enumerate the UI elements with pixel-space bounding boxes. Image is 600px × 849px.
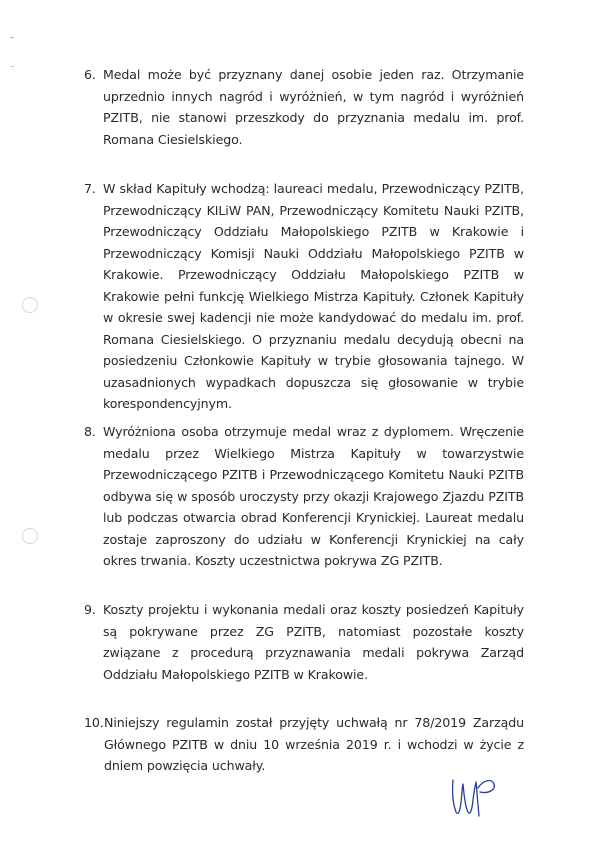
item-text: Medal może być przyznany danej osobie jeden raz. Otrzymanie uprzednio innych nagród i wyróżnień, w tym nagród i wyróżnień PZITB, nie stanowi przeszkody do przyznania medalu im. prof. Romana Ciesielskiego. [103,67,524,147]
scan-speck [11,66,14,67]
punch-hole-mark [22,297,38,313]
list-item-7 [84,178,524,415]
item-text: Koszty projektu i wykonania medali oraz koszty posiedzeń Kapituły są pokrywane przez ZG PZITB, natomiast pozostałe koszty związane z procedurą przyznawania medali pokrywa Zarząd Oddziału Małopolskiego PZITB w Krakowie. [103,602,524,682]
item-number: 8. [84,424,96,439]
item-number: 10. [84,715,104,730]
item-text: Niniejszy regulamin został przyjęty uchwałą nr 78/2019 Zarządu Głównego PZITB w dniu 10 września 2019 r. i wchodzi w życie z dniem powzięcia uchwały. [104,715,524,773]
punch-hole-mark [22,528,38,544]
item-text: W skład Kapituły wchodzą: laureaci medalu, Przewodniczący PZITB, Przewodniczący KILiW PAN, Przewodniczący Komitetu Nauki PZITB, Przewodniczący Oddziału Małopolskiego PZITB w Krakowie i Przewodniczący Komisji Nauki Oddziału Małopolskiego PZITB w Krakowie. Przewodniczący Oddziału Małopolskiego PZITB w Krakowie pełni funkcję Wielkiego Mistrza Kapituły. Członek Kapituły w okresie swej kadencji nie może kandydować do medalu im. prof. Romana Ciesielskiego. O przyznaniu medalu decydują obecni na posiedzeniu Członkowie Kapituły w trybie głosowania tajnego. W uzasadnionych wypadkach dopuszcza się głosowanie w trybie korespondencyjnym. [103,181,524,411]
list-item-10 [84,712,524,777]
list-item-8 [84,421,524,572]
item-number: 7. [84,181,96,196]
item-text: Wyróżniona osoba otrzymuje medal wraz z dyplomem. Wręczenie medalu przez Wielkiego Mistrza Kapituły w towarzystwie Przewodniczącego PZITB i Przewodniczącego Komitetu Nauki PZITB odbywa się w sposób uroczysty przy okazji Krajowego Zjazdu PZITB lub podczas otwarcia obrad Konferencji Krynickiej. Laureat medalu zostaje zaproszony do udziału w Konferencji Krynickiej na cały okres trwania. Koszty uczestnictwa pokrywa ZG PZITB. [103,424,524,568]
list-item-6 [84,64,524,150]
scan-speck [10,37,14,38]
handwritten-initials-signature [448,772,508,818]
signature-stroke [453,780,495,816]
list-item-9 [84,599,524,685]
item-number: 9. [84,602,96,617]
item-number: 6. [84,67,96,82]
